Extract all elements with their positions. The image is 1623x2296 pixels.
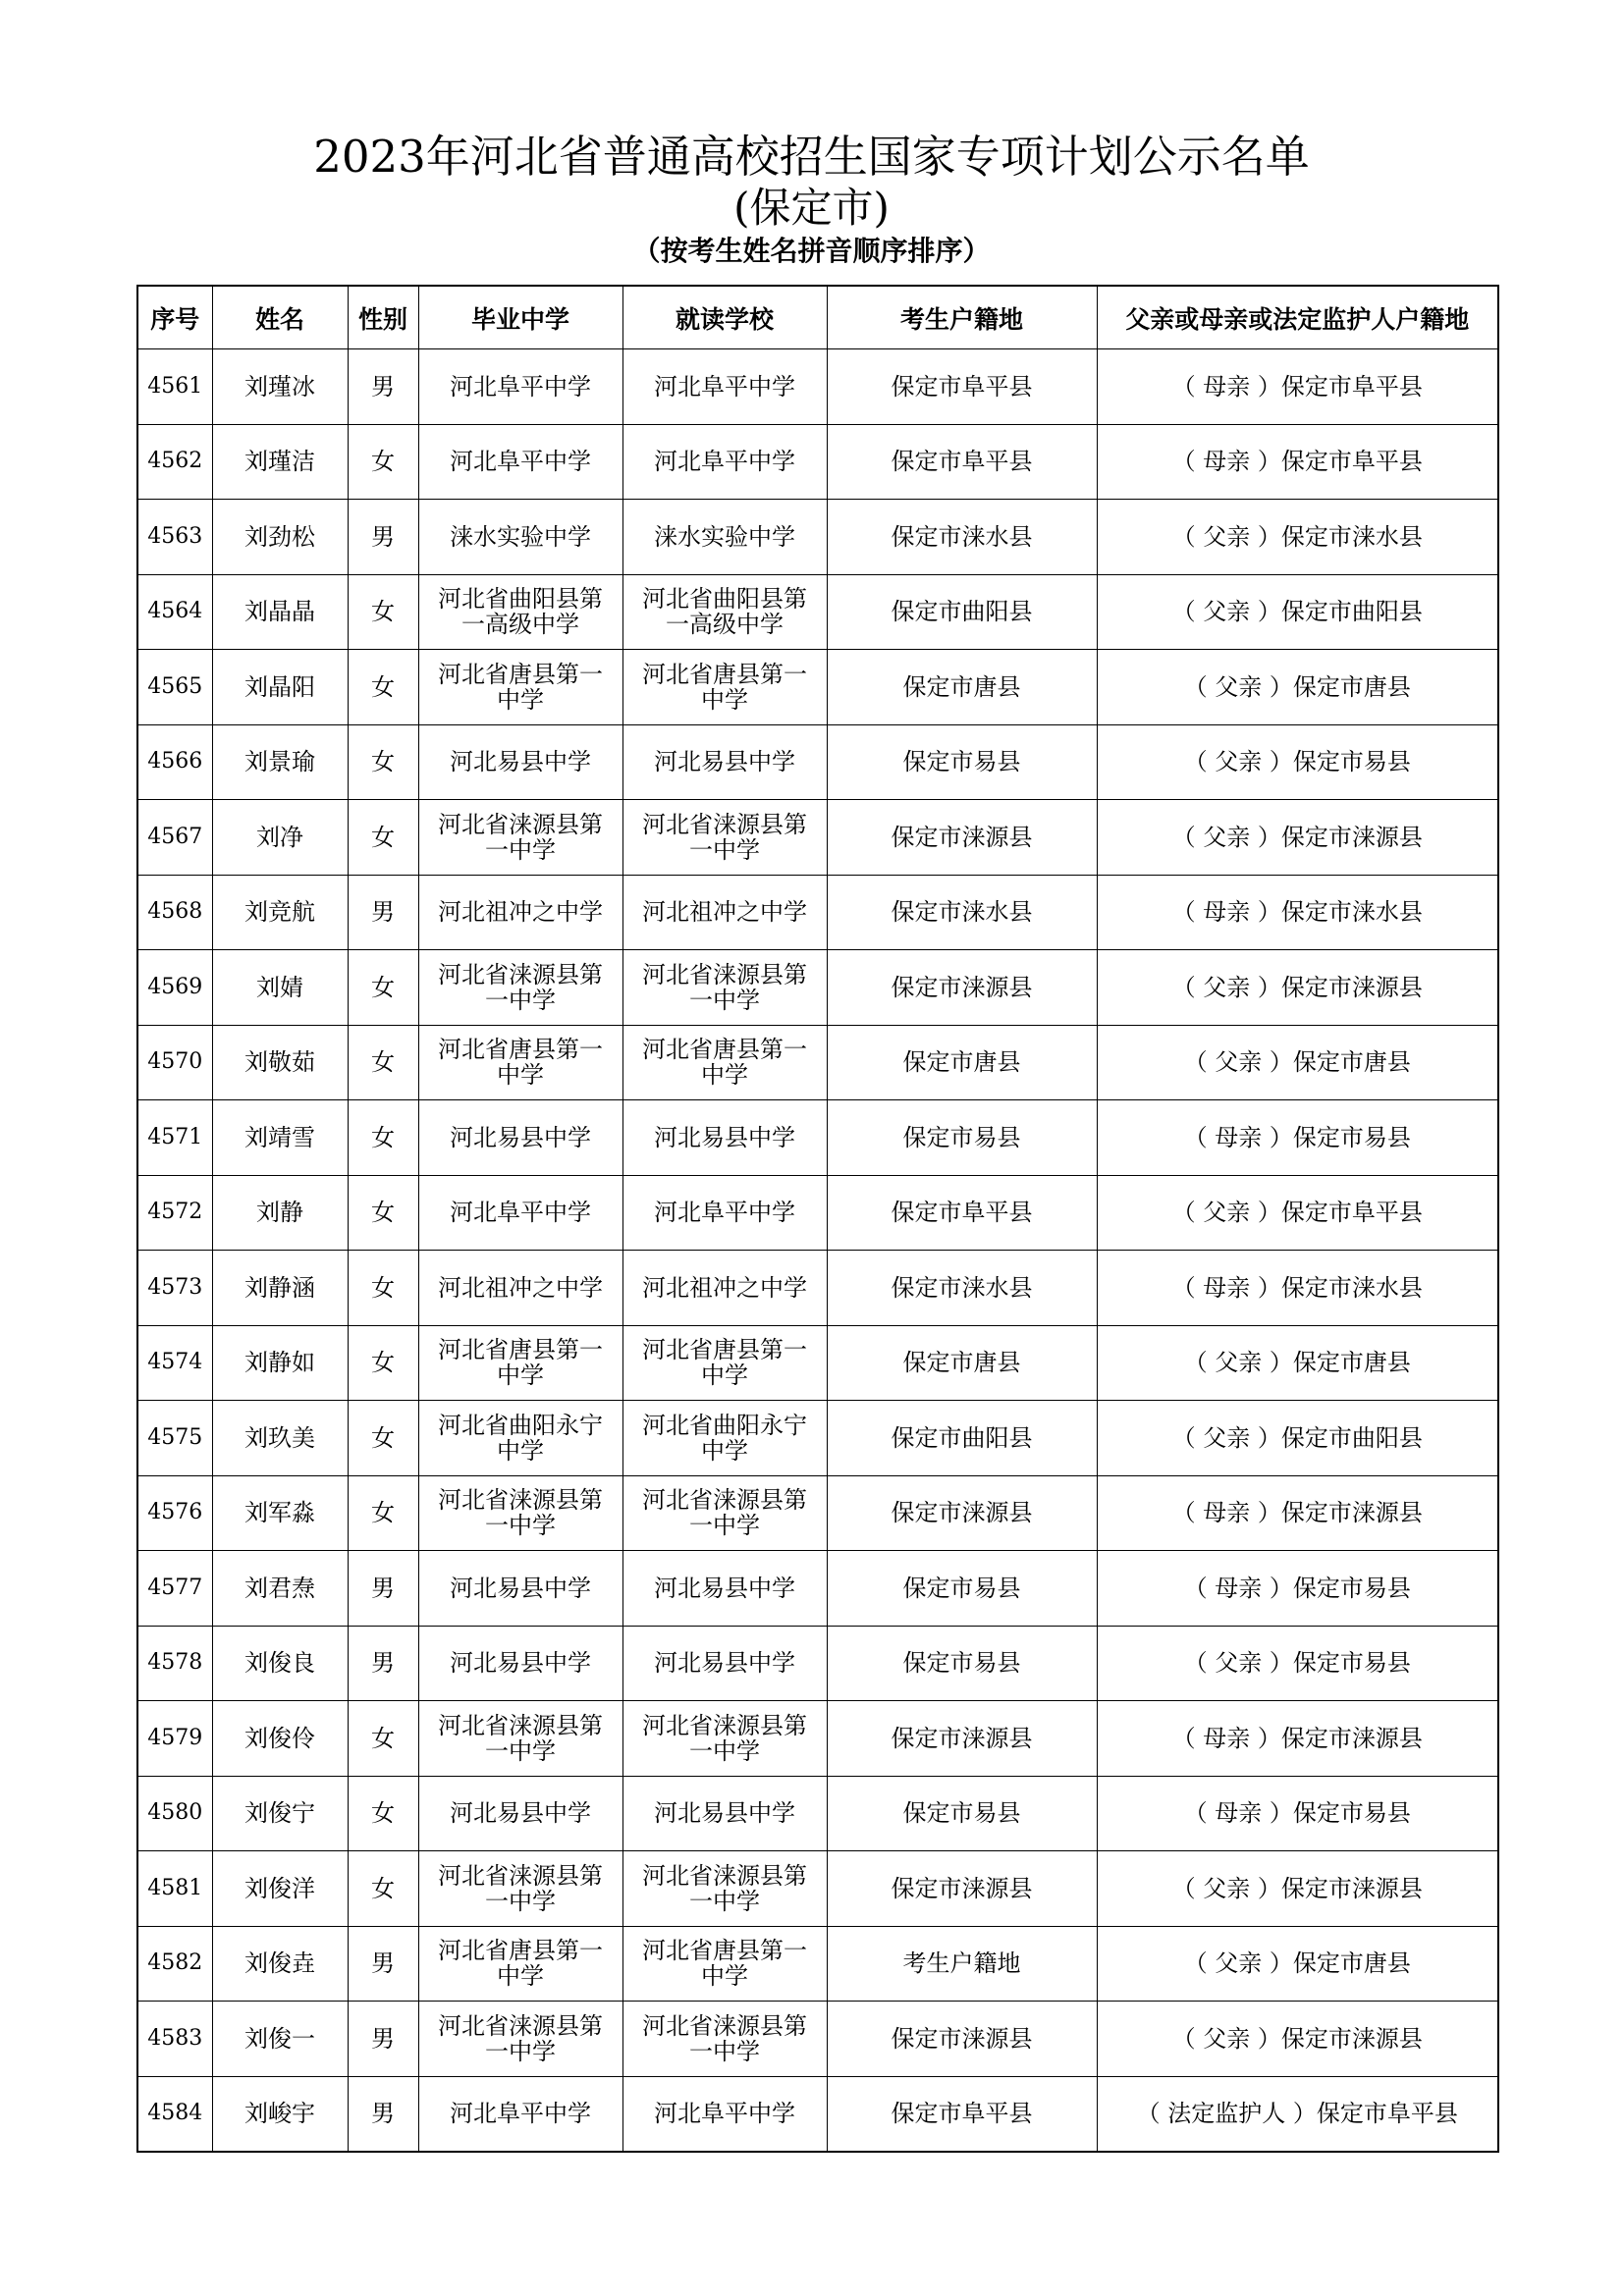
cell-gender: 女 <box>348 1701 418 1777</box>
cell-name: 刘俊伶 <box>212 1701 348 1777</box>
cell-graduation-school: 河北易县中学 <box>418 1551 622 1627</box>
cell-serial-number: 4578 <box>137 1626 212 1701</box>
cell-student-hukou: 保定市涞水县 <box>827 1251 1097 1326</box>
cell-serial-number: 4567 <box>137 800 212 876</box>
cell-serial-number: 4566 <box>137 724 212 800</box>
table-row <box>137 424 1498 500</box>
cell-parent-hukou: （ 父亲 ）保定市唐县 <box>1097 1325 1498 1401</box>
table-row <box>137 950 1498 1026</box>
cell-parent-hukou: （ 父亲 ）保定市易县 <box>1097 1626 1498 1701</box>
cell-parent-hukou: （ 法定监护人 ）保定市阜平县 <box>1097 2076 1498 2152</box>
cell-name: 刘俊垚 <box>212 1926 348 2002</box>
cell-graduation-school: 河北省唐县第一中学 <box>418 1025 622 1100</box>
cell-student-hukou: 保定市涞源县 <box>827 1701 1097 1777</box>
cell-serial-number: 4569 <box>137 950 212 1026</box>
table-row <box>137 724 1498 800</box>
cell-parent-hukou: （ 父亲 ）保定市涞源县 <box>1097 950 1498 1026</box>
cell-serial-number: 4561 <box>137 349 212 425</box>
cell-graduation-school: 河北阜平中学 <box>418 2076 622 2152</box>
cell-name: 刘玖美 <box>212 1401 348 1476</box>
document-subtitle: (保定市) <box>733 184 890 232</box>
cell-student-hukou: 保定市涞源县 <box>827 950 1097 1026</box>
table-row <box>137 1100 1498 1176</box>
cell-student-hukou: 保定市唐县 <box>827 1025 1097 1100</box>
cell-serial-number: 4570 <box>137 1025 212 1100</box>
table-row <box>137 2002 1498 2077</box>
cell-current-school: 河北易县中学 <box>622 724 827 800</box>
cell-serial-number: 4581 <box>137 1851 212 1927</box>
cell-parent-hukou: （ 父亲 ）保定市曲阳县 <box>1097 574 1498 650</box>
table-row <box>137 1251 1498 1326</box>
header-name: 姓名 <box>212 286 348 349</box>
cell-name: 刘俊宁 <box>212 1776 348 1851</box>
cell-parent-hukou: （ 父亲 ）保定市唐县 <box>1097 1025 1498 1100</box>
table-body <box>137 349 1498 2153</box>
table-row <box>137 650 1498 725</box>
cell-parent-hukou: （ 父亲 ）保定市涞源县 <box>1097 2002 1498 2077</box>
cell-current-school: 河北阜平中学 <box>622 424 827 500</box>
cell-gender: 女 <box>348 1025 418 1100</box>
cell-student-hukou: 保定市易县 <box>827 1776 1097 1851</box>
cell-gender: 男 <box>348 1926 418 2002</box>
cell-current-school: 河北阜平中学 <box>622 2076 827 2152</box>
header-graduation-school: 毕业中学 <box>418 286 622 349</box>
cell-graduation-school: 河北省涞源县第一中学 <box>418 2002 622 2077</box>
cell-parent-hukou: （ 母亲 ）保定市阜平县 <box>1097 424 1498 500</box>
cell-name: 刘俊良 <box>212 1626 348 1701</box>
roster-table <box>136 285 1499 2153</box>
cell-current-school: 河北省涞源县第一中学 <box>622 950 827 1026</box>
cell-serial-number: 4576 <box>137 1475 212 1551</box>
cell-parent-hukou: （ 母亲 ）保定市涞水县 <box>1097 1251 1498 1326</box>
cell-student-hukou: 保定市阜平县 <box>827 424 1097 500</box>
cell-current-school: 河北省曲阳永宁中学 <box>622 1401 827 1476</box>
cell-student-hukou: 保定市涞源县 <box>827 1475 1097 1551</box>
cell-student-hukou: 保定市唐县 <box>827 650 1097 725</box>
table-row <box>137 574 1498 650</box>
cell-gender: 女 <box>348 800 418 876</box>
cell-graduation-school: 河北阜平中学 <box>418 349 622 425</box>
cell-graduation-school: 河北省涞源县第一中学 <box>418 950 622 1026</box>
cell-name: 刘敬茹 <box>212 1025 348 1100</box>
cell-name: 刘静涵 <box>212 1251 348 1326</box>
table-row <box>137 1776 1498 1851</box>
cell-serial-number: 4583 <box>137 2002 212 2077</box>
cell-graduation-school: 河北阜平中学 <box>418 1175 622 1251</box>
cell-name: 刘俊一 <box>212 2002 348 2077</box>
header-student-hukou: 考生户籍地 <box>827 286 1097 349</box>
cell-serial-number: 4564 <box>137 574 212 650</box>
cell-current-school: 河北易县中学 <box>622 1100 827 1176</box>
cell-parent-hukou: （ 父亲 ）保定市涞水县 <box>1097 500 1498 575</box>
cell-gender: 女 <box>348 1175 418 1251</box>
cell-student-hukou: 保定市曲阳县 <box>827 1401 1097 1476</box>
cell-parent-hukou: （ 母亲 ）保定市易县 <box>1097 1100 1498 1176</box>
cell-name: 刘劲松 <box>212 500 348 575</box>
header-gender: 性别 <box>348 286 418 349</box>
cell-name: 刘峻宇 <box>212 2076 348 2152</box>
cell-serial-number: 4573 <box>137 1251 212 1326</box>
cell-gender: 女 <box>348 1325 418 1401</box>
cell-serial-number: 4563 <box>137 500 212 575</box>
cell-current-school: 河北阜平中学 <box>622 349 827 425</box>
header-row <box>137 286 1498 349</box>
table-row <box>137 2076 1498 2152</box>
cell-serial-number: 4565 <box>137 650 212 725</box>
cell-serial-number: 4568 <box>137 875 212 950</box>
cell-student-hukou: 保定市易县 <box>827 1626 1097 1701</box>
cell-serial-number: 4584 <box>137 2076 212 2152</box>
cell-gender: 女 <box>348 1251 418 1326</box>
cell-parent-hukou: （ 母亲 ）保定市涞水县 <box>1097 875 1498 950</box>
cell-current-school: 河北省唐县第一中学 <box>622 650 827 725</box>
cell-graduation-school: 河北易县中学 <box>418 1776 622 1851</box>
cell-student-hukou: 考生户籍地 <box>827 1926 1097 2002</box>
cell-parent-hukou: （ 父亲 ）保定市曲阳县 <box>1097 1401 1498 1476</box>
cell-student-hukou: 保定市易县 <box>827 1100 1097 1176</box>
header-parent-hukou: 父亲或母亲或法定监护人户籍地 <box>1097 286 1498 349</box>
cell-current-school: 河北阜平中学 <box>622 1175 827 1251</box>
sort-note: （按考生姓名拼音顺序排序） <box>632 235 991 267</box>
cell-student-hukou: 保定市唐县 <box>827 1325 1097 1401</box>
cell-graduation-school: 河北易县中学 <box>418 1100 622 1176</box>
cell-name: 刘静如 <box>212 1325 348 1401</box>
cell-gender: 男 <box>348 2002 418 2077</box>
cell-name: 刘军淼 <box>212 1475 348 1551</box>
table-row <box>137 1475 1498 1551</box>
header-current-school: 就读学校 <box>622 286 827 349</box>
cell-graduation-school: 河北省唐县第一中学 <box>418 1325 622 1401</box>
cell-student-hukou: 保定市易县 <box>827 1551 1097 1627</box>
cell-graduation-school: 河北省涞源县第一中学 <box>418 1701 622 1777</box>
cell-current-school: 河北省唐县第一中学 <box>622 1926 827 2002</box>
cell-serial-number: 4575 <box>137 1401 212 1476</box>
table-row <box>137 500 1498 575</box>
table-row <box>137 1851 1498 1927</box>
cell-gender: 女 <box>348 1776 418 1851</box>
cell-graduation-school: 河北省曲阳永宁中学 <box>418 1401 622 1476</box>
cell-student-hukou: 保定市阜平县 <box>827 1175 1097 1251</box>
cell-name: 刘竞航 <box>212 875 348 950</box>
cell-graduation-school: 河北省唐县第一中学 <box>418 650 622 725</box>
cell-name: 刘瑾洁 <box>212 424 348 500</box>
cell-name: 刘静 <box>212 1175 348 1251</box>
cell-serial-number: 4571 <box>137 1100 212 1176</box>
table-row <box>137 1025 1498 1100</box>
cell-name: 刘俊洋 <box>212 1851 348 1927</box>
cell-name: 刘靖雪 <box>212 1100 348 1176</box>
cell-parent-hukou: （ 父亲 ）保定市唐县 <box>1097 650 1498 725</box>
cell-serial-number: 4572 <box>137 1175 212 1251</box>
cell-gender: 女 <box>348 950 418 1026</box>
cell-parent-hukou: （ 母亲 ）保定市易县 <box>1097 1551 1498 1627</box>
cell-parent-hukou: （ 父亲 ）保定市易县 <box>1097 724 1498 800</box>
cell-current-school: 河北祖冲之中学 <box>622 1251 827 1326</box>
cell-current-school: 河北易县中学 <box>622 1551 827 1627</box>
cell-graduation-school: 河北省涞源县第一中学 <box>418 1475 622 1551</box>
cell-name: 刘婧 <box>212 950 348 1026</box>
cell-student-hukou: 保定市易县 <box>827 724 1097 800</box>
cell-parent-hukou: （ 母亲 ）保定市涞源县 <box>1097 1475 1498 1551</box>
cell-current-school: 河北省唐县第一中学 <box>622 1025 827 1100</box>
cell-serial-number: 4579 <box>137 1701 212 1777</box>
cell-student-hukou: 保定市阜平县 <box>827 2076 1097 2152</box>
cell-current-school: 河北省唐县第一中学 <box>622 1325 827 1401</box>
cell-serial-number: 4574 <box>137 1325 212 1401</box>
cell-current-school: 河北省涞源县第一中学 <box>622 800 827 876</box>
cell-parent-hukou: （ 母亲 ）保定市阜平县 <box>1097 349 1498 425</box>
cell-current-school: 涞水实验中学 <box>622 500 827 575</box>
cell-graduation-school: 河北阜平中学 <box>418 424 622 500</box>
cell-parent-hukou: （ 父亲 ）保定市阜平县 <box>1097 1175 1498 1251</box>
cell-name: 刘晶晶 <box>212 574 348 650</box>
cell-current-school: 河北省涞源县第一中学 <box>622 2002 827 2077</box>
cell-gender: 女 <box>348 1475 418 1551</box>
cell-name: 刘瑾冰 <box>212 349 348 425</box>
cell-name: 刘净 <box>212 800 348 876</box>
cell-graduation-school: 河北祖冲之中学 <box>418 875 622 950</box>
cell-gender: 男 <box>348 875 418 950</box>
cell-serial-number: 4580 <box>137 1776 212 1851</box>
cell-parent-hukou: （ 父亲 ）保定市涞源县 <box>1097 1851 1498 1927</box>
cell-parent-hukou: （ 母亲 ）保定市涞源县 <box>1097 1701 1498 1777</box>
cell-current-school: 河北省涞源县第一中学 <box>622 1475 827 1551</box>
table-row <box>137 1175 1498 1251</box>
table-row <box>137 1551 1498 1627</box>
cell-student-hukou: 保定市涞水县 <box>827 875 1097 950</box>
cell-student-hukou: 保定市涞源县 <box>827 1851 1097 1927</box>
cell-gender: 女 <box>348 424 418 500</box>
cell-student-hukou: 保定市阜平县 <box>827 349 1097 425</box>
table-row <box>137 1626 1498 1701</box>
cell-graduation-school: 河北省唐县第一中学 <box>418 1926 622 2002</box>
cell-student-hukou: 保定市曲阳县 <box>827 574 1097 650</box>
cell-gender: 女 <box>348 574 418 650</box>
cell-serial-number: 4577 <box>137 1551 212 1627</box>
cell-name: 刘晶阳 <box>212 650 348 725</box>
cell-graduation-school: 河北省涞源县第一中学 <box>418 1851 622 1927</box>
table-row <box>137 1926 1498 2002</box>
cell-current-school: 河北省涞源县第一中学 <box>622 1701 827 1777</box>
cell-serial-number: 4582 <box>137 1926 212 2002</box>
cell-gender: 男 <box>348 2076 418 2152</box>
cell-student-hukou: 保定市涞源县 <box>827 800 1097 876</box>
table-row <box>137 1325 1498 1401</box>
cell-current-school: 河北易县中学 <box>622 1626 827 1701</box>
cell-gender: 女 <box>348 1401 418 1476</box>
cell-current-school: 河北省涞源县第一中学 <box>622 1851 827 1927</box>
cell-current-school: 河北易县中学 <box>622 1776 827 1851</box>
cell-parent-hukou: （ 父亲 ）保定市涞源县 <box>1097 800 1498 876</box>
header-serial-number: 序号 <box>137 286 212 349</box>
cell-gender: 男 <box>348 349 418 425</box>
cell-student-hukou: 保定市涞水县 <box>827 500 1097 575</box>
cell-graduation-school: 河北祖冲之中学 <box>418 1251 622 1326</box>
cell-graduation-school: 涞水实验中学 <box>418 500 622 575</box>
table-row <box>137 800 1498 876</box>
cell-graduation-school: 河北省涞源县第一中学 <box>418 800 622 876</box>
cell-parent-hukou: （ 母亲 ）保定市易县 <box>1097 1776 1498 1851</box>
cell-name: 刘景瑜 <box>212 724 348 800</box>
cell-graduation-school: 河北省曲阳县第一高级中学 <box>418 574 622 650</box>
cell-graduation-school: 河北易县中学 <box>418 724 622 800</box>
document-title: 2023年河北省普通高校招生国家专项计划公示名单 <box>313 131 1310 183</box>
cell-gender: 女 <box>348 724 418 800</box>
table-row <box>137 875 1498 950</box>
cell-gender: 女 <box>348 650 418 725</box>
cell-gender: 男 <box>348 500 418 575</box>
cell-gender: 女 <box>348 1851 418 1927</box>
table-header <box>137 286 1498 349</box>
cell-graduation-school: 河北易县中学 <box>418 1626 622 1701</box>
table-row <box>137 349 1498 425</box>
cell-current-school: 河北祖冲之中学 <box>622 875 827 950</box>
cell-name: 刘君焘 <box>212 1551 348 1627</box>
cell-student-hukou: 保定市涞源县 <box>827 2002 1097 2077</box>
cell-gender: 女 <box>348 1100 418 1176</box>
cell-parent-hukou: （ 父亲 ）保定市唐县 <box>1097 1926 1498 2002</box>
cell-gender: 男 <box>348 1626 418 1701</box>
cell-current-school: 河北省曲阳县第一高级中学 <box>622 574 827 650</box>
cell-gender: 男 <box>348 1551 418 1627</box>
table-row <box>137 1701 1498 1777</box>
table-row <box>137 1401 1498 1476</box>
cell-serial-number: 4562 <box>137 424 212 500</box>
